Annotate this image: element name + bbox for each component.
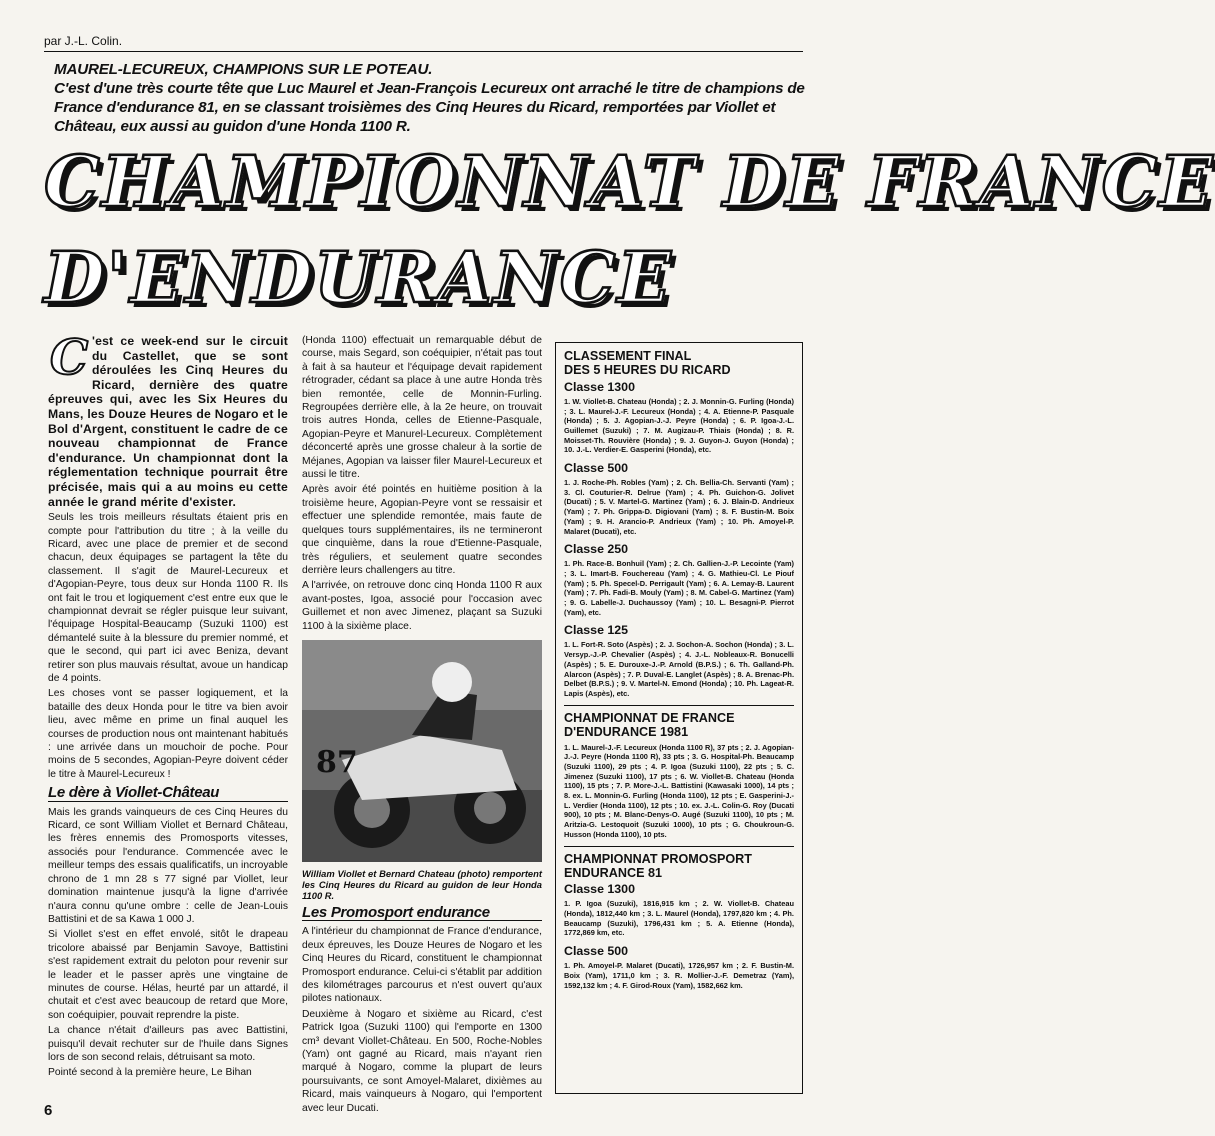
column-1 — [48, 330, 288, 1082]
championship-subheading: D'ENDURANCE 1981 — [564, 725, 689, 740]
championship-heading: CHAMPIONNAT DE FRANCE — [564, 710, 735, 725]
paragraph: A l'arrivée, on retrouve donc cinq Honda 1100 R aux avant-postes, Igoa, associé pour l'occasion avec Guillemet et non avec Jimenez, plaçant sa Suzuki 1100 à la sixième place. — [302, 580, 542, 632]
paragraph: Pointé second à la première heure, Le Bihan — [48, 1067, 252, 1079]
intro-paragraph: 'est ce week-end sur le circuit du Castellet, que se sont déroulées les Cinq Heures du Ricard, dernière des quatre épreuves qui, avec les Six Heures du Mans, les Douze Heures de Nogaro et le Bol d'Argent, constituent le cadre de ce nouveau championnat de France d'endurance. Un championnat dont la réglementation technique pourrait être précisée, mais qui a au moins eu cette année le grand mérite d'exister. — [48, 334, 288, 509]
dropcap — [48, 330, 89, 386]
divider — [564, 846, 794, 847]
class-title: Classe 125 — [564, 623, 629, 638]
lede-headline: MAUREL-LECUREUX, CHAMPIONS SUR LE POTEAU. — [54, 61, 433, 78]
subheading: Les Promosport endurance — [302, 906, 542, 921]
results-subheading: DES 5 HEURES DU RICARD — [564, 363, 731, 378]
paragraph: A l'intérieur du championnat de France d'endurance, deux épreuves, les Douze Heures de Nogaro et les Cinq Heures du Ricard, constituent le championnat Promosport endurance. Celui-ci s'établit par addition des kilométrages parcourus et n'est ouvert qu'aux pilotes nationaux. — [302, 926, 542, 1005]
paragraph: Deuxième à Nogaro et sixième au Ricard, c'est Patrick Igoa (Suzuki 1100) qui l'emporte en 1300 cm³ devant Viollet-Château. En 500, Roche-Nobles (Yam) ont gagné au Ricard, mais n'ayant rien marqué à Nogaro, comme la plupart de leurs poursuivants, ce sont Amoyel-Malaret, dixièmes au Ricard, mais vainqueurs à Nogaro, qui l'emportent avec leur Ducati. — [302, 1008, 542, 1114]
byline: par J.-L. Colin. — [44, 34, 123, 48]
subheading: Le dère à Viollet-Château — [48, 786, 288, 801]
class-results: 1. Ph. Race-B. Bonhuil (Yam) ; 2. Ch. Gallien-J.-P. Lecointe (Yam) ; 3. L. Imart-B. Fouchereau (Yam) ; 4. G. Mathieu-Cl. Le Piouf (Yam) ; 5. Ph. Specel-D. Perrigault (Yam) ; 6. A. Lemay-B. Laurent (Yam) ; 7. Ph. Fadi-B. Mouly (Yam) ; 8. M. Cabel-G. Martinez (Yam) ; 9. G. Labelle-J. Duchaussoy (Yam) ; 10. L. Besagni-P. Pierrot (Yam), etc. — [564, 559, 794, 617]
championship-standings: 1. L. Maurel-J.-F. Lecureux (Honda 1100 R), 37 pts ; 2. J. Agopian-J.-J. Peyre (Honda 1100 R), 33 pts ; 3. G. Hospital-Ph. Beaucamp (Suzuki 1100), 29 pts ; 4. P. Igoa (Suzuki 1100), 22 pts ; 5. C. Jimenez (Suzuki 1100), 17 pts ; 6. W. Viollet-B. Chateau (Honda 1100), 15 pts ; 7. P. More-J.-L. Battistini (Kawasaki 1000), 14 pts ; 8. ex. L. Monnin-G. Furling (Honda 1100), 12 pts ; E. Gasperini-J.-L. Verdier (Honda 1100), 12 pts ; 10. ex. J.-L. Colin-G. Roy (Ducati 900), 10 pts ; M. Blanc-Denys-O. Augé (Suzuki 1100), 10 pts ; M. Aritzia-G. Lestoquoit (Suzuki 1000), 10 pts ; G. Choukroun-G. Husson (Honda 1100), 10 pts. — [564, 742, 794, 839]
paragraph: (Honda 1100) effectuait un remarquable début de course, mais Segard, son coéquipier, n'était pas tout à fait à sa hauteur et l'équipage devait rapidement rétrograder, cédant sa place à une autre Honda très bien remontée, celle de Monnin-Furling. Regroupées derrière elle, à la 2e heure, on trouvait trois autres Honda, celles de Etienne-Pasquale, Agopian-Peyre et Manurel-Lecureux. Complètement déconcerté après une grosse chaleur à la sortie de Méjanes, Agopian va laisser filer Maurel-Lecureux et aussi le titre. — [302, 335, 542, 481]
lede-text: C'est d'une très courte tête que Luc Maurel et Jean-François Lecureux ont arraché le titre de champions de France d'endurance 81, en se classant troisièmes des Cinq Heures du Ricard, remportées par Viollet et Château, eux aussi au guidon d'une Honda 1100 R. — [54, 80, 805, 135]
race-number: 87 — [316, 744, 358, 780]
title-line-1: CHAMPIONNAT DE FRANCE — [44, 140, 1215, 223]
class-title: Classe 250 — [564, 542, 629, 557]
divider — [564, 705, 794, 706]
class-results: 1. Ph. Amoyel-P. Malaret (Ducati), 1726,957 km ; 2. F. Bustin-M. Boix (Yam), 1711,0 km ; 3. R. Mollier-J.-F. Demetraz (Yam), 1592,132 km ; 4. F. Girod-Roux (Yam), 1582,662 km. — [564, 961, 794, 990]
class-results: 1. J. Roche-Ph. Robles (Yam) ; 2. Ch. Bellia-Ch. Servanti (Yam) ; 3. Cl. Couturier-R. Delrue (Yam) ; 4. Ph. Guichon-G. Jolivet (Ducati) ; 5. V. Martel-G. Martinez (Yam) ; 6. J. Blain-D. Andrieux (Yam) ; 7. Ph. Grippa-D. Digiovani (Yam) ; 8. F. Bustin-M. Boix (Yam) ; 9. H. Arancio-P. Andrieux (Yam) ; 10. Ph. Amoyel-P. Malaret (Ducati), etc. — [564, 478, 794, 536]
motorcycle-photo — [302, 640, 542, 862]
paragraph: Seuls les trois meilleurs résultats étaient pris en compte pour l'attribution du titre ; à la veille du Ricard, avec une place de premier et de second chacun, deux équipages se partagent la tête du classement. Il s'agit de Maurel-Lecureux et d'Agopian-Peyre, tous deux sur Honda 1100 R. Ils ont fait le trou et logiquement c'est entre eux que le championnat devrait se régler puisque leur suivant, l'équipage Hospital-Beaucamp (Suzuki 1100) est démantelé suite à la blessure du premier nommé, et que le second, qui part ici avec Beniza, devant retirer son plus mauvais résultat, avoue un handicap de 4 points. — [48, 512, 288, 684]
class-title: Classe 500 — [564, 461, 629, 476]
class-results: 1. L. Fort-R. Soto (Aspès) ; 2. J. Sochon-A. Sochon (Honda) ; 3. L. Versyp.-J.-P. Chevalier (Aspès) ; 4. J.-L. Nobleaux-R. Bonucelli (Aspès) ; 5. E. Durouxe-J.-P. Arnold (B.P.S.) ; 6. Th. Galland-Ph. Alarcon (Aspès) ; 7. P. Duval-E. Langlet (Aspès) ; 8. A. Brenac-Ph. Delbet (B.P.S.) ; 9. V. Martel-N. Emond (Honda) ; 10. Ph. Lageat-R. Lapis (Aspès), etc. — [564, 640, 794, 698]
paragraph: Mais les grands vainqueurs de ces Cinq Heures du Ricard, ce sont William Viollet et Bernard Château, les frères ennemis des Promosports vitesses, associés pour l'endurance. Commencée avec le meilleur temps des essais qualificatifs, un incroyable chrono de 1 mn 28 s 77 signé par Viollet, leur domination maintenue jusqu'à la ligne d'arrivée n'aura connu qu'une ombre : celle de Jean-Louis Battistini et de sa Kawa 1 000 J. — [48, 806, 288, 925]
results-box — [555, 342, 803, 1094]
class-results: 1. W. Viollet-B. Chateau (Honda) ; 2. J. Monnin-G. Furling (Honda) ; 3. L. Maurel-J.-F. Lecureux (Honda) ; 4. A. Etienne-P. Pasquale (Honda) ; 5. J. Agopian-J.-J. Peyre (Honda) ; 6. P. Igoa-J.-L. Guillemet (Suzuki) ; 7. M. Augizau-P. Thiais (Honda) ; 8. R. Moisset-Th. Rouvière (Honda) ; 9. J. Guyon-J. Guyon (Honda) ; 10. J.-L. Verdier-E. Gasperini (Honda), etc. — [564, 396, 794, 455]
results-heading: CLASSEMENT FINAL — [564, 349, 692, 363]
promosport-heading: CHAMPIONNAT PROMOSPORT — [564, 851, 752, 866]
dropcap-letter: C — [50, 330, 89, 386]
photo-caption: William Viollet et Bernard Chateau (photo) remportent les Cinq Heures du Ricard au guidon de leur Honda 1100 R. — [302, 867, 542, 901]
paragraph: Si Viollet s'est en effet envolé, sitôt le drapeau tricolore abaissé par Benjamin Savoye, Battistini s'est rapidement extrait du peloton pour revenir sur le leader et le passer après une vingtaine de minutes de course. Hélas, heurté par un attardé, il chutait et c'est avec beaucoup de retard que More, son coéquipier, pouvait reprendre la piste. — [48, 929, 288, 1021]
promosport-subheading: ENDURANCE 81 — [564, 865, 662, 880]
header-rule — [44, 51, 803, 52]
paragraph: Les choses vont se passer logiquement, et la bataille des deux Honda pour le titre va bien avoir lieu, avec même en prime un final auquel les courses de production nous ont maintenant habitués : une arrivée dans un mouchoir de poche. Pour moins de 5 secondes, Agopian-Peyre doivent céder le titre à Maurel-Lecureux ! — [48, 688, 288, 780]
page-number: 6 — [44, 1102, 53, 1119]
paragraph: Après avoir été pointés en huitième position à la troisième heure, Agopian-Peyre vont se ressaisir et effectuer une splendide remontée, mais faute de quelques tours supplémentaires, ils ne termineront que cinquième, dans la roue d'Etienne-Pasquale, très réguliers, et seulement quatre secondes derrière leurs challengers au titre. — [302, 484, 542, 576]
class-results: 1. P. Igoa (Suzuki), 1816,915 km ; 2. W. Viollet-B. Chateau (Honda), 1812,440 km ; 3. L. Maurel (Honda), 1797,820 km ; 4. Ph. Beaucamp (Suzuki), 1796,431 km ; 5. A. Etienne (Honda), 1772,869 km, etc. — [564, 899, 794, 938]
paragraph: La chance n'était d'ailleurs pas avec Battistini, puisqu'il devait rechuter sur de l'huile dans Signes lors de son second relais, détruisant sa moto. — [48, 1025, 288, 1063]
class-title: Classe 1300 — [564, 379, 635, 394]
lede — [54, 60, 809, 136]
column-2 — [302, 334, 542, 1117]
title-line-2: D'ENDURANCE — [44, 236, 673, 319]
class-title: Classe 1300 — [564, 882, 635, 897]
class-title: Classe 500 — [564, 944, 629, 959]
